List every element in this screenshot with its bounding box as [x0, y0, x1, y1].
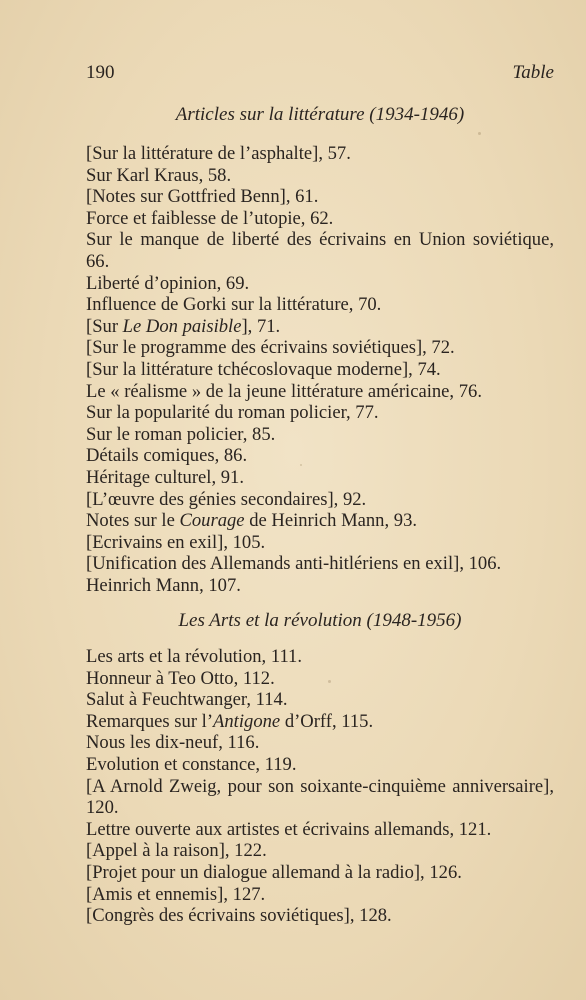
toc-entry	[86, 186, 554, 208]
toc-entry	[86, 510, 554, 532]
toc-entry-text: Sur le roman policier, 85.	[86, 423, 276, 445]
toc-entry-text: Liberté d’opinion, 69.	[86, 272, 250, 294]
toc-entry	[86, 424, 554, 446]
toc-entry	[86, 575, 554, 597]
toc-entry	[86, 668, 554, 690]
toc-entry-italic-title: Le Don paisible	[122, 315, 242, 337]
toc-entry-text: Salut à Feuchtwanger, 114.	[86, 689, 288, 711]
toc-entry-text: [Projet pour un dialogue allemand à la radio], 126.	[86, 861, 462, 883]
section-heading	[86, 104, 554, 126]
toc-entry	[86, 316, 554, 338]
running-title: Table	[512, 62, 554, 83]
toc-entry-text: Nous les dix-neuf, 116.	[86, 732, 260, 754]
toc-entry	[86, 208, 554, 230]
toc-entry-text: Notes sur le	[86, 510, 180, 532]
toc-entry-text: Héritage culturel, 91.	[86, 466, 244, 488]
paper-spot	[300, 464, 302, 466]
toc-entry-text: Sur le manque de liberté des écrivains en Union soviétique, 66.	[86, 229, 554, 272]
toc-entry-text: [Sur	[86, 315, 123, 337]
toc-entry-text: Les arts et la révolution, 111.	[86, 646, 303, 667]
toc-entry-text: Lettre ouverte aux artistes et écrivains allemands, 121.	[86, 818, 492, 840]
toc-entry-text: [Unification des Allemands anti-hitlériens en exil], 106.	[86, 553, 502, 575]
toc-entry	[86, 402, 554, 424]
toc-entry-text: Le « réalisme » de la jeune littérature américaine, 76.	[86, 380, 482, 402]
toc-entry	[86, 359, 554, 381]
toc-entry-text: Influence de Gorki sur la littérature, 70.	[86, 294, 382, 316]
paper-spot	[328, 680, 331, 683]
toc-entry	[86, 840, 554, 862]
toc-entry	[86, 337, 554, 359]
toc-entry-text: [Congrès des écrivains soviétiques], 128.	[86, 905, 392, 927]
toc-entry	[86, 445, 554, 467]
toc-entry	[86, 819, 554, 841]
toc-entry	[86, 294, 554, 316]
toc-entry	[86, 884, 554, 906]
toc-entry	[86, 905, 554, 927]
toc-entry-text: [Sur la littérature tchécoslovaque moderne], 74.	[86, 358, 441, 380]
toc-entry-text: [Ecrivains en exil], 105.	[86, 531, 266, 553]
toc-entry-text: [Sur le programme des écrivains soviétiques], 72.	[86, 337, 455, 359]
toc-entry	[86, 689, 554, 711]
section-years: (1934-1946)	[369, 104, 465, 125]
running-head	[86, 62, 554, 86]
toc-entry-text: [Notes sur Gottfried Benn], 61.	[86, 186, 319, 208]
toc-entry-text: [Appel à la raison], 122.	[86, 840, 267, 862]
toc-entry	[86, 381, 554, 403]
toc-entry-text: Heinrich Mann, 107.	[86, 574, 241, 596]
toc-entry-text: Remarques sur l’	[86, 710, 214, 732]
toc-entry-text: Force et faiblesse de l’utopie, 62.	[86, 207, 334, 229]
toc-entry	[86, 776, 554, 819]
toc-entry	[86, 532, 554, 554]
toc-entry-text: [Sur la littérature de l’asphalte], 57.	[86, 143, 351, 164]
toc-entry	[86, 229, 554, 272]
toc-entry	[86, 143, 554, 165]
toc-entry-italic-title: Antigone	[213, 710, 281, 732]
toc-entry-text: [A Arnold Zweig, pour son soixante-cinquième anniversaire], 120.	[86, 775, 554, 819]
toc-entry	[86, 553, 554, 575]
section-years: (1948-1956)	[366, 610, 462, 631]
page-number: 190	[86, 62, 115, 83]
toc-entry	[86, 711, 554, 733]
toc-entry-text: Evolution et constance, 119.	[86, 753, 297, 775]
toc-entry-text: Honneur à Teo Otto, 112.	[86, 667, 275, 689]
toc-entry	[86, 273, 554, 295]
toc-entry-text: [Amis et ennemis], 127.	[86, 883, 266, 905]
toc-entry-italic-title: Courage	[179, 510, 245, 532]
toc-entry	[86, 165, 554, 187]
toc-entry	[86, 754, 554, 776]
toc-entry	[86, 467, 554, 489]
toc-entry	[86, 732, 554, 754]
paper-spot	[478, 132, 481, 135]
toc-entry-text: [L’œuvre des génies secondaires], 92.	[86, 488, 367, 510]
toc-entry-text: Sur Karl Kraus, 58.	[86, 164, 232, 186]
section-title: Les Arts et la révolution	[178, 610, 362, 631]
toc-entry-text: de Heinrich Mann, 93.	[244, 510, 418, 532]
toc-entry	[86, 489, 554, 511]
toc-list	[86, 143, 554, 596]
toc-entry	[86, 646, 554, 668]
toc-entry-text: ], 71.	[241, 315, 281, 337]
section-heading	[86, 610, 554, 632]
toc-entry-text: d’Orff, 115.	[280, 710, 374, 732]
toc-entry-text: Détails comiques, 86.	[86, 445, 248, 467]
toc-entry	[86, 862, 554, 884]
toc-entry-text: Sur la popularité du roman policier, 77.	[86, 402, 379, 424]
section-title: Articles sur la littérature	[175, 104, 365, 125]
toc-list	[86, 646, 554, 927]
